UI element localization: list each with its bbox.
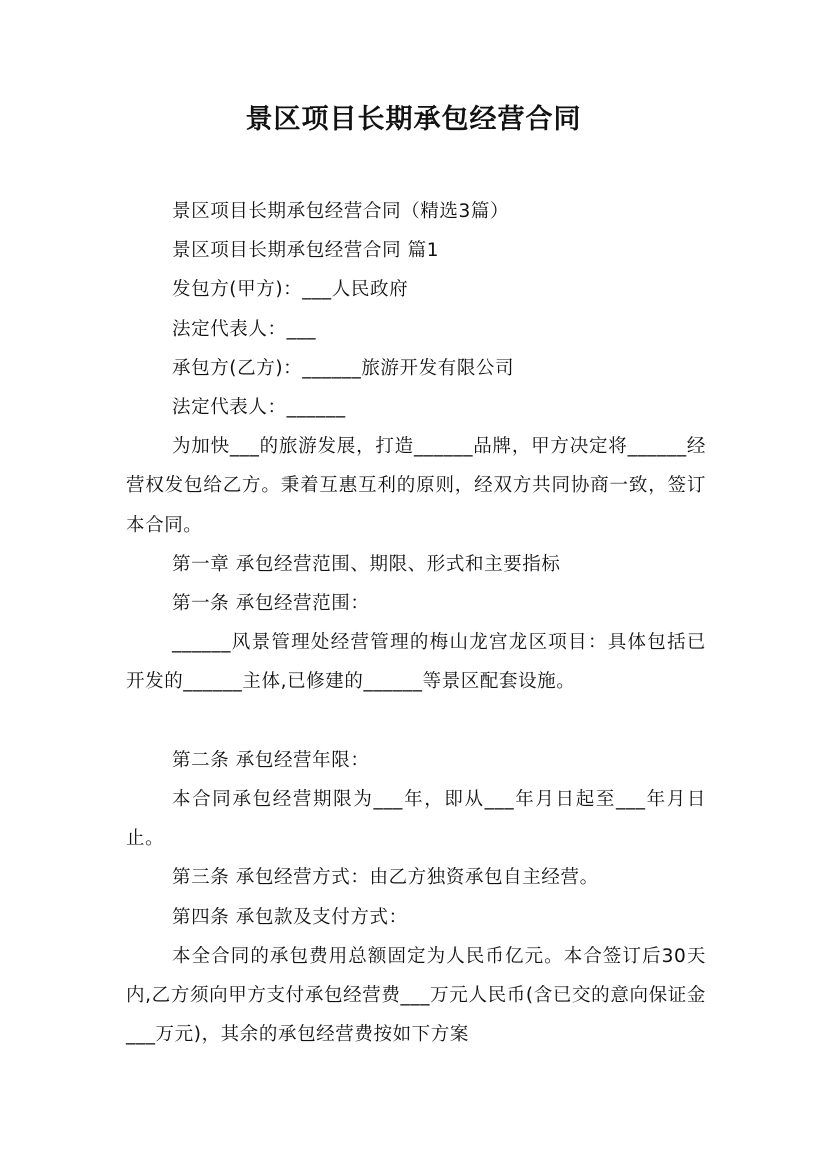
paragraph-article-four: 第四条 承包款及支付方式： — [172, 906, 408, 928]
paragraph-party-a: 发包方(甲方)：___人民政府 — [172, 279, 409, 301]
document-title: 景区项目长期承包经营合同 — [245, 104, 582, 135]
paragraph-collection-title: 景区项目长期承包经营合同（精选3篇） — [172, 201, 510, 222]
paragraph-chapter-one: 第一章 承包经营范围、期限、形式和主要指标 — [172, 553, 561, 575]
paragraph-payment-detail: 本全合同的承包费用总额固定为人民币亿元。本合签订后30天内,乙方须向甲方支付承包经营费___万元人民币(含已交的意向保证金___万元)，其余的承包经营费按如下方案 — [126, 945, 706, 1046]
paragraph-party-a-representative: 法定代表人：___ — [172, 318, 317, 340]
paragraph-party-b-representative: 法定代表人：______ — [172, 397, 346, 419]
paragraph-preamble: 为加快___的旅游发展，打造______品牌，甲方决定将______经营权发包给乙方。秉着互惠互利的原则，经双方共同协商一致，签订本合同。 — [126, 436, 706, 536]
document-body — [126, 192, 706, 1054]
blank-line — [126, 702, 706, 741]
paragraph-article-one: 第一条 承包经营范围： — [172, 593, 370, 615]
paragraph-scope-detail: ______风景管理处经营管理的梅山龙宫龙区项目：具体包括已开发的______主体,已修建的______等景区配套设施。 — [126, 632, 706, 693]
paragraph-term-detail: 本合同承包经营期限为___年，即从___年月日起至___年月日止。 — [126, 789, 706, 850]
paragraph-article-three: 第三条 承包经营方式：由乙方独资承包自主经营。 — [172, 867, 599, 889]
paragraph-article-heading: 景区项目长期承包经营合同 篇1 — [172, 240, 440, 262]
paragraph-party-b: 承包方(乙方)：______旅游开发有限公司 — [172, 357, 515, 379]
paragraph-article-two: 第二条 承包经营年限： — [172, 749, 370, 771]
